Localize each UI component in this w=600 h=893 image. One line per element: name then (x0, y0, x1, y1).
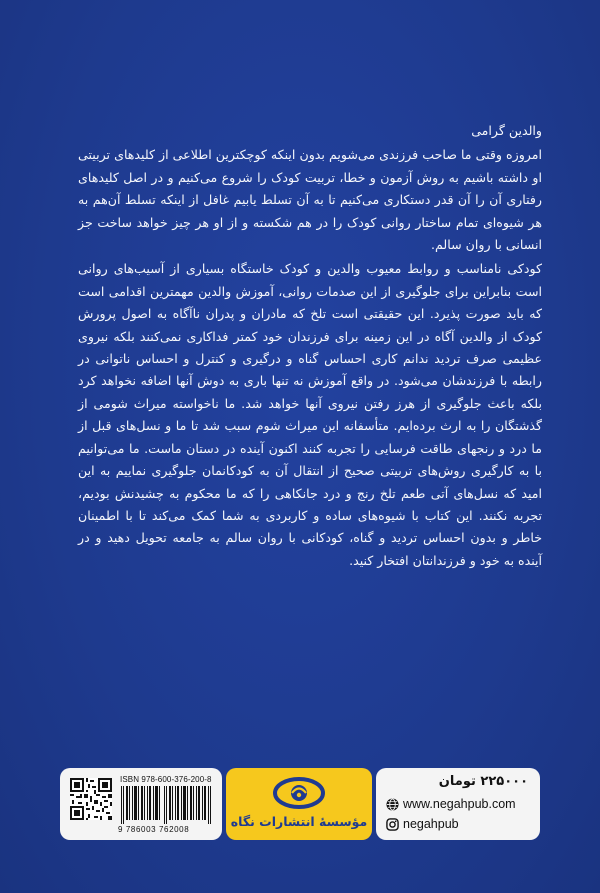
instagram-handle[interactable]: negahpub (403, 817, 459, 831)
negah-logo (272, 774, 326, 812)
paragraph-1: امروزه وقتی ما صاحب فرزندی می‌شویم بدون اینکه کوچکترین اطلاعی از کلیدهای تربیتی او داشته باشیم به روش آزمون و خطا، تربیت کودک را شروع می‌کنیم و در اصل کلیدهای رفتاری آن را آن قدر دستکاری می‌کنیم تا به آن تسلط یابیم غافل از اینکه تسلط آن‌هم به هر شیوه‌ای تمام ساختار روانی کودک را در هم شکسته و از او هر چیز خواهد ساخت جز انسانی با روان سالم. (78, 147, 542, 253)
price-label: ۲۲۵۰۰۰ تومان (438, 774, 528, 789)
isbn: ISBN 978-600-376-200-8 (120, 775, 212, 784)
barcode-icon (120, 786, 214, 824)
barcode-number: 9 786003 762008 (118, 825, 190, 834)
publisher-name: مؤسسهٔ انتشارات نگاه (230, 814, 368, 829)
back-cover-text (78, 120, 542, 574)
website-link[interactable]: www.negahpub.com (403, 797, 516, 811)
website-row (386, 797, 516, 811)
instagram-row (386, 817, 459, 831)
salutation: والدین گرامی (471, 123, 542, 138)
back-cover-footer (60, 768, 540, 840)
barcode-panel (60, 768, 222, 840)
qr-code-icon (70, 778, 112, 820)
instagram-icon (386, 818, 399, 831)
paragraph-2: کودکی نامناسب و روابط معیوب والدین و کودک خاستگاه بسیاری از آسیب‌های روانی است بنابراین برای جلوگیری از این صدمات روانی، آموزش والدین مهمترین اقدامی است که باید صورت پذیرد. این حقیقتی است تلخ که مادران و پدران ناآگاه به اصول پرورش کودک از والدین آگاه در این زمینه برای فرزندان خود کمتر فداکاری نمی‌کنند بلکه نیروی عظیمی صرف تردید ندانم کاری احساس گناه و درگیری و کنترل و احساس ناتوانی در رابطه با فرزندشان می‌شود. در واقع آموزش نه تنها باری به دوش آنها اضافه نخواهد کرد بلکه باعث جلوگیری از هرز رفتن نیروی آنها خواهد شد. ما ناخواسته میراث شومی از گذشتگان را به ارث برده‌ایم. متأسفانه این میراث شوم سبب شد تا ما و نسل‌های قبل از ما درد و رنجهای طاقت فرسایی را تجربه کنند اکنون آینده در دستان ماست. ما می‌توانیم با به کارگیری روش‌های تربیتی صحیح از انتقال آن به کودکانمان جلوگیری نماییم به این امید که نسل‌های آتی طعم تلخ رنج و درد جانکاهی را که ما محکوم به چشیدنش بودیم، تجربه نکنند. این کتاب با شیوه‌های ساده و کاربردی به شما کمک می‌کند تا با اطمینان خاطر و بدون احساس تردید و گناه، کودکانی با روان سالم به جامعه تحویل دهید و در آینده به خود و فرزندانتان افتخار کنید. (78, 261, 542, 568)
globe-icon (386, 798, 399, 811)
publisher-logo-panel (226, 768, 372, 840)
price-contact-panel (376, 768, 540, 840)
